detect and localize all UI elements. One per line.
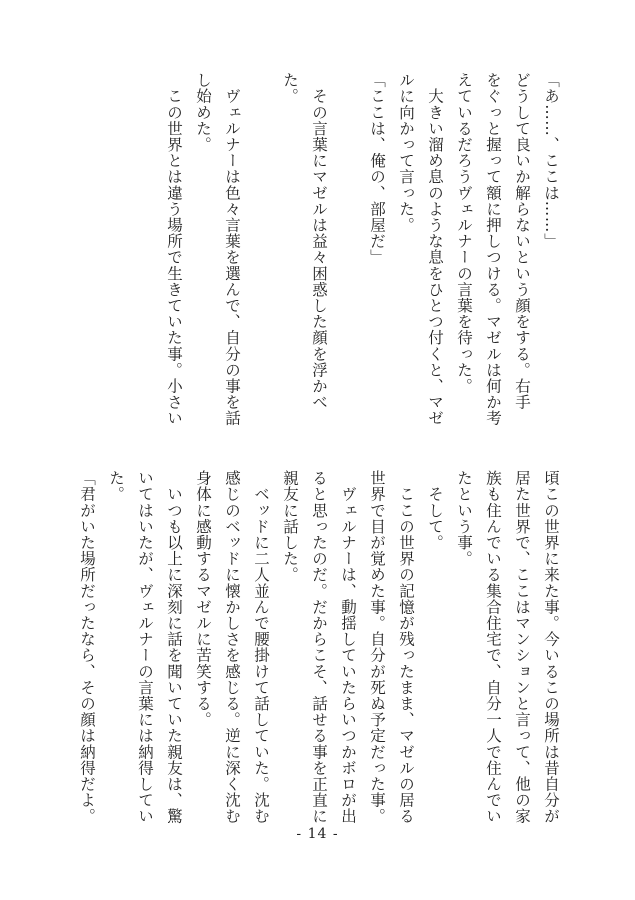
text-line: ヴェルナーは、動揺していたらいつかボロが出 (339, 470, 357, 825)
text-line: た。 (281, 72, 299, 105)
text-line: ると思ったのだ。だからこそ、話せる事を正直に (310, 470, 328, 825)
text-line: 「あ……、ここは……」 (542, 72, 560, 250)
text-line: をぐっと握って額に押しつける。マゼルは何か考 (484, 72, 502, 427)
text-line (333, 72, 362, 432)
text-line (246, 72, 275, 432)
text-line: いつも以上に深刻に話を聞いていた親友は、驚 (165, 470, 183, 825)
text-line: 身体に感動するマゼルに苦笑する。 (194, 470, 212, 728)
text-line: 大きい溜め息のような息をひとつ付くと、マゼ (426, 72, 444, 427)
upper-text-block (159, 72, 565, 432)
text-line: 居た世界で、ここはマンションと言って、他の家 (513, 470, 531, 825)
text-line: 親友に話した。 (281, 470, 299, 583)
text-line: 「ここは、俺の、部屋だ」 (368, 72, 386, 266)
text-line: この世界とは違う場所で生きていた事。小さい (165, 72, 183, 427)
text-line: ここの世界の記憶が残ったまま、マゼルの居る (397, 470, 415, 825)
text-line: 「君がいた場所だったなら、その顔は納得だよ。 (78, 470, 96, 825)
text-line: し始めた。 (194, 72, 212, 153)
text-line: どうして良いか解らないという顔をする。右手 (513, 72, 531, 411)
text-line: 族も住んでいる集合住宅で、自分一人で住んでい (484, 470, 502, 825)
text-line: 世界で目が覚めた事。自分が死ぬ予定だった事。 (368, 470, 386, 825)
text-line: そして。 (426, 470, 444, 551)
text-line: たという事。 (455, 470, 473, 567)
text-line: ルに向かって言った。 (397, 72, 415, 233)
text-line: ヴェルナーは色々言葉を選んで、自分の事を話 (223, 72, 241, 427)
text-line: えているだろうヴェルナーの言葉を待った。 (455, 72, 473, 394)
text-line: その言葉にマゼルは益々困惑した顔を浮かべ (310, 72, 328, 411)
lower-text-block (72, 470, 565, 830)
text-line: 感じのベッドに懐かしさを感じる。逆に深く沈む (223, 470, 241, 825)
page-number: - 14 - (296, 826, 339, 842)
text-line: ベッドに二人並んで腰掛けて話していた。沈む (252, 470, 270, 825)
text-line: いてはいたが、ヴェルナーの言葉には納得してい (136, 470, 154, 825)
text-line: た。 (107, 470, 125, 503)
text-line: 頃この世界に来た事。今いるこの場所は昔自分が (542, 470, 560, 825)
